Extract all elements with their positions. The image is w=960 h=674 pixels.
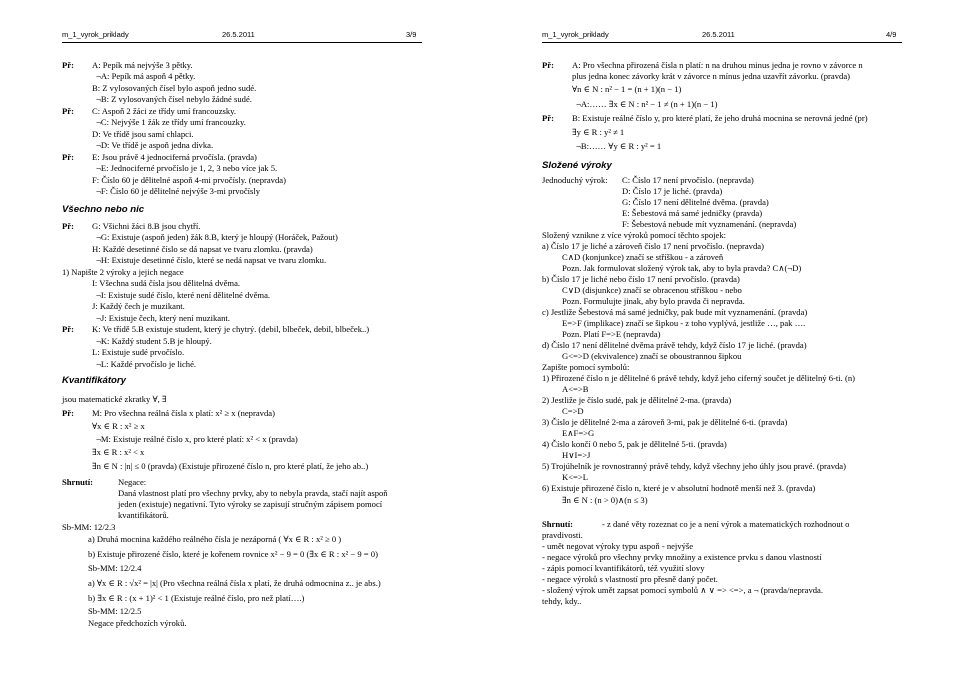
pr-label: Př: <box>542 113 554 123</box>
text-line: Složený vznikne z více výroků pomocí těchto spojek: <box>542 230 727 240</box>
text-line: Negace předchozích výroků. <box>88 618 187 628</box>
pr-label: Př: <box>542 60 554 70</box>
text-line: ¬I: Existuje sudé číslo, které není dělitelné dvěma. <box>96 290 271 300</box>
text-line: Sb-MM: 12/2.4 <box>88 563 142 573</box>
text-line: Pozn. Formulujte jinak, aby bylo pravda či nepravda. <box>562 296 745 306</box>
text-line: ¬A: Pepík má aspoň 4 pětky. <box>96 71 196 81</box>
text-line: H: Každé desetinné číslo se dá napsat ve tvaru zlomku. (pravda) <box>92 244 313 254</box>
text-line: I: Všechna sudá čísla jsou dělitelná dvěma. <box>92 278 241 288</box>
formula-line: ∃y ∈ R : y² ≠ 1 <box>572 127 625 137</box>
text-line: ¬C: Nejvýše 1 žák ze třídy umí francouzky. <box>96 117 246 127</box>
text-line: B: Existuje reálné číslo y, pro které platí, že jeho druhá mocnina se nerovná jedné (pr) <box>572 113 868 123</box>
text-line: ¬B: Z vylosovaných čísel nebylo žádné sudé. <box>96 94 252 104</box>
text-line: C=>D <box>562 406 584 416</box>
text-line: A<=>B <box>562 384 589 394</box>
text-line: 2) Jestliže je číslo sudé, pak je dělitelné 2-ma. (pravda) <box>542 395 732 405</box>
text-line: c) Jestliže Šebestová má samé jedničky, pak bude mít vyznamenání. (pravda) <box>542 307 808 317</box>
text-line: ¬E: Jednociferné prvočíslo je 1, 2, 3 nebo více jak 5. <box>96 163 278 173</box>
text-line: ¬H: Existuje desetinné číslo, které se nedá napsat ve tvaru zlomku. <box>96 255 327 265</box>
text-line: b) Číslo 17 je liché nebo číslo 17 není prvočíslo. (pravda) <box>542 274 740 284</box>
formula-line: ∀n ∈ N : n² − 1 = (n + 1)(n − 1) <box>572 84 682 94</box>
text-line: G: Všichni žáci 8.B jsou chytří. <box>92 221 201 231</box>
page-header-date: 26.5.2011 <box>702 30 735 39</box>
pr-label: Př: <box>62 408 74 418</box>
text-line: ¬F: Číslo 60 je dělitelné nejvýše 3-mi prvočísly <box>96 186 261 196</box>
text-line: Negace: <box>118 477 147 487</box>
text-line: 4) Číslo končí 0 nebo 5, pak je dělitelné 5-ti. (pravda) <box>542 439 727 449</box>
pr-label: Př: <box>62 324 74 334</box>
summary-label: Shrnutí: <box>542 519 574 529</box>
formula-line: ¬A:…… ∃x ∈ N : n² − 1 ≠ (n + 1)(n − 1) <box>576 99 718 109</box>
text-line: F: Číslo 60 je dělitelné aspoň 4-mi prvočísly. (nepravda) <box>92 175 286 185</box>
text-line: H∨I=>J <box>562 450 591 460</box>
text-line: pravdivosti. <box>542 530 583 540</box>
text-line: Sb-MM: 12/2.3 <box>62 522 116 532</box>
pr-label: Př: <box>62 152 74 162</box>
text-line: E: Jsou právě 4 jednociferná prvočísla. (pravda) <box>92 152 257 162</box>
text-line: ¬D: Ve třídě je aspoň jedna dívka. <box>96 140 214 150</box>
formula-line: ∀x ∈ R : x² ≥ x <box>92 421 145 431</box>
text-line: - umět negovat výroky typu aspoň - nejvýše <box>542 541 694 551</box>
text-line: d) Číslo 17 není dělitelné dvěma právě tehdy, když číslo 17 je liché. (pravda) <box>542 340 807 350</box>
pr-label: Př: <box>62 221 74 231</box>
text-line: jeden (existuje) negativní. Tyto výroky se zapisují stručným zápisem pomocí <box>118 499 383 509</box>
text-line: L: Existuje sudé prvočíslo. <box>92 347 185 357</box>
text-line: tehdy, kdy.. <box>542 596 582 606</box>
text-line: - negace výroků pro všechny prvky množiny a existence prvku s danou vlastností <box>542 552 822 562</box>
header-rule <box>542 42 902 43</box>
text-line: C∧D (konjunkce) značí se stříškou - a zároveň <box>562 252 724 262</box>
text-line: G<=>D (ekvivalence) značí se oboustrannou šipkou <box>562 351 742 361</box>
text-line: b) ∃x ∈ R : (x + 1)² < 1 (Existuje reálné číslo, pro než platí….) <box>88 593 305 603</box>
page-header-date: 26.5.2011 <box>222 30 255 39</box>
pr-label: Př: <box>62 106 74 116</box>
text-line: ¬K: Každý student 5.B je hloupý. <box>96 336 212 346</box>
text-line: kvantifikátorů. <box>118 510 169 520</box>
page-header-title: m_1_vyrok_priklady <box>542 30 609 39</box>
text-line: K<=>L <box>562 472 588 482</box>
text-line: F: Šebestová nebude mít vyznamenání. (nepravda) <box>622 219 797 229</box>
text-line: A: Pepík má nejvýše 3 pětky. <box>92 60 193 70</box>
text-line: E: Šebestová má samé jedničky (pravda) <box>622 208 763 218</box>
section-heading: Složené výroky <box>542 160 612 171</box>
text-line: b) Existuje přirozené číslo, které je kořenem rovnice x² − 9 = 0 (∃x ∈ R : x² − 9 = 0) <box>88 549 378 559</box>
text-line: ¬L: Každé prvočíslo je liché. <box>96 359 197 369</box>
formula-line: ¬B:…… ∀y ∈ R : y² = 1 <box>576 141 662 151</box>
page-number: 4/9 <box>886 30 897 39</box>
text-line: D: Ve třídě jsou samí chlapci. <box>92 129 194 139</box>
right-page <box>480 0 960 674</box>
text-line: Jednoduchý výrok: <box>542 175 608 185</box>
page-number: 3/9 <box>406 30 417 39</box>
text-line: - negace výroků s vlastností pro přesně daný počet. <box>542 574 718 584</box>
formula-line: ∃x ∈ R : x² < x <box>92 447 145 457</box>
page-header-title: m_1_vyrok_priklady <box>62 30 129 39</box>
text-line: - zápis pomocí kvantifikátorů, též využití slovy <box>542 563 705 573</box>
text-line: 5) Trojúhelník je rovnostranný právě tehdy, když všechny jeho úhly jsou pravé. (pravda) <box>542 461 846 471</box>
text-line: C: Číslo 17 není prvočíslo. (nepravda) <box>622 175 754 185</box>
text-line: ¬M: Existuje reálné číslo x, pro které platí: x² < x (pravda) <box>96 434 298 444</box>
text-line: A: Pro všechna přirozená čísla n platí: n na druhou minus jedna je rovno v závorce n <box>572 60 863 70</box>
text-line: 1) Přirozené číslo n je dělitelné 6 právě tehdy, když jeho ciferný součet je dělitelný 6-ti. (n) <box>542 373 856 383</box>
text-line: Pozn. Platí F=>E (nepravda) <box>562 329 661 339</box>
text-line: plus jedna konec závorky krát v závorce n mínus jedna uzavřít závorku. (pravda) <box>572 71 850 81</box>
text-line: - složený výrok umět zapsat pomocí symbolů ∧ ∨ => <=>, a ¬ (pravda/nepravda. <box>542 585 824 595</box>
formula-line: ∃n ∈ N : (n > 0)∧(n ≤ 3) <box>562 495 648 505</box>
text-line: 6) Existuje přirozené číslo n, které je v absolutní hodnotě menší než 3. (pravda) <box>542 483 816 493</box>
header-rule <box>62 42 422 43</box>
text-line: Daná vlastnost platí pro všechny prvky, aby to nebyla pravda, stačí najít aspoň <box>118 488 388 498</box>
text-line: Zapište pomocí symbolů: <box>542 362 630 372</box>
text-line: C: Aspoň 2 žáci ze třídy umí francouzsky. <box>92 106 237 116</box>
text-line: a) Druhá mocnina každého reálného čísla je nezáporná ( ∀x ∈ R : x² ≥ 0 ) <box>88 534 342 544</box>
text-line: E=>F (implikace) značí se šipkou - z toho vyplývá, jestliže …, pak …. <box>562 318 806 328</box>
text-line: 3) Číslo je dělitelné 2-ma a zároveň 3-mi, pak je dělitelné 6-ti. (pravda) <box>542 417 788 427</box>
text-line: ¬J: Existuje čech, který není muzikant. <box>96 313 230 323</box>
text-line: jsou matematické zkratky ∀, ∃ <box>62 394 167 404</box>
text-line: a) ∀x ∈ R : √x² = |x| (Pro všechna reálná čísla x platí, že druhá odmocnina z.. je abs.) <box>88 578 381 588</box>
text-line: M: Pro všechna reálná čísla x platí: x² ≥ x (nepravda) <box>92 408 275 418</box>
text-line: a) Číslo 17 je liché a zároveň číslo 17 není prvočíslo. (nepravda) <box>542 241 764 251</box>
text-line: Sb-MM: 12/2.5 <box>88 606 142 616</box>
text-line: K: Ve třídě 5.B existuje student, který je chytrý. (debil, blbeček, debil, blbeček..) <box>92 324 370 334</box>
text-line: E∧F=>G <box>562 428 595 438</box>
text-line: ¬G: Existuje (aspoň jeden) žák 8.B, který je hloupý (Horáček, Pažout) <box>96 232 338 242</box>
summary-label: Shrnutí: <box>62 477 94 487</box>
text-line: - z dané věty rozeznat co je a není výrok a matematických rozhodnout o <box>602 519 850 529</box>
text-line: G: Číslo 17 není dělitelné dvěma. (pravda) <box>622 197 769 207</box>
formula-line: ∃n ∈ N : |n| ≤ 0 (pravda) (Existuje přirozené číslo n, pro které platí, že jeho ab..) <box>92 461 369 471</box>
pr-label: Př: <box>62 60 74 70</box>
text-line: J: Každý čech je muzikant. <box>92 301 185 311</box>
text-line: D: Číslo 17 je liché. (pravda) <box>622 186 723 196</box>
section-heading: Všechno nebo nic <box>62 204 145 215</box>
section-heading: Kvantifikátory <box>62 375 126 386</box>
text-line: 1) Napište 2 výroky a jejich negace <box>62 267 184 277</box>
text-line: Pozn. Jak formulovat složený výrok tak, aby to byla pravda? C∧(¬D) <box>562 263 802 273</box>
text-line: B: Z vylosovaných čísel bylo aspoň jedno sudé. <box>92 83 257 93</box>
text-line: C∨D (disjunkce) značí se obracenou stříškou - nebo <box>562 285 742 295</box>
